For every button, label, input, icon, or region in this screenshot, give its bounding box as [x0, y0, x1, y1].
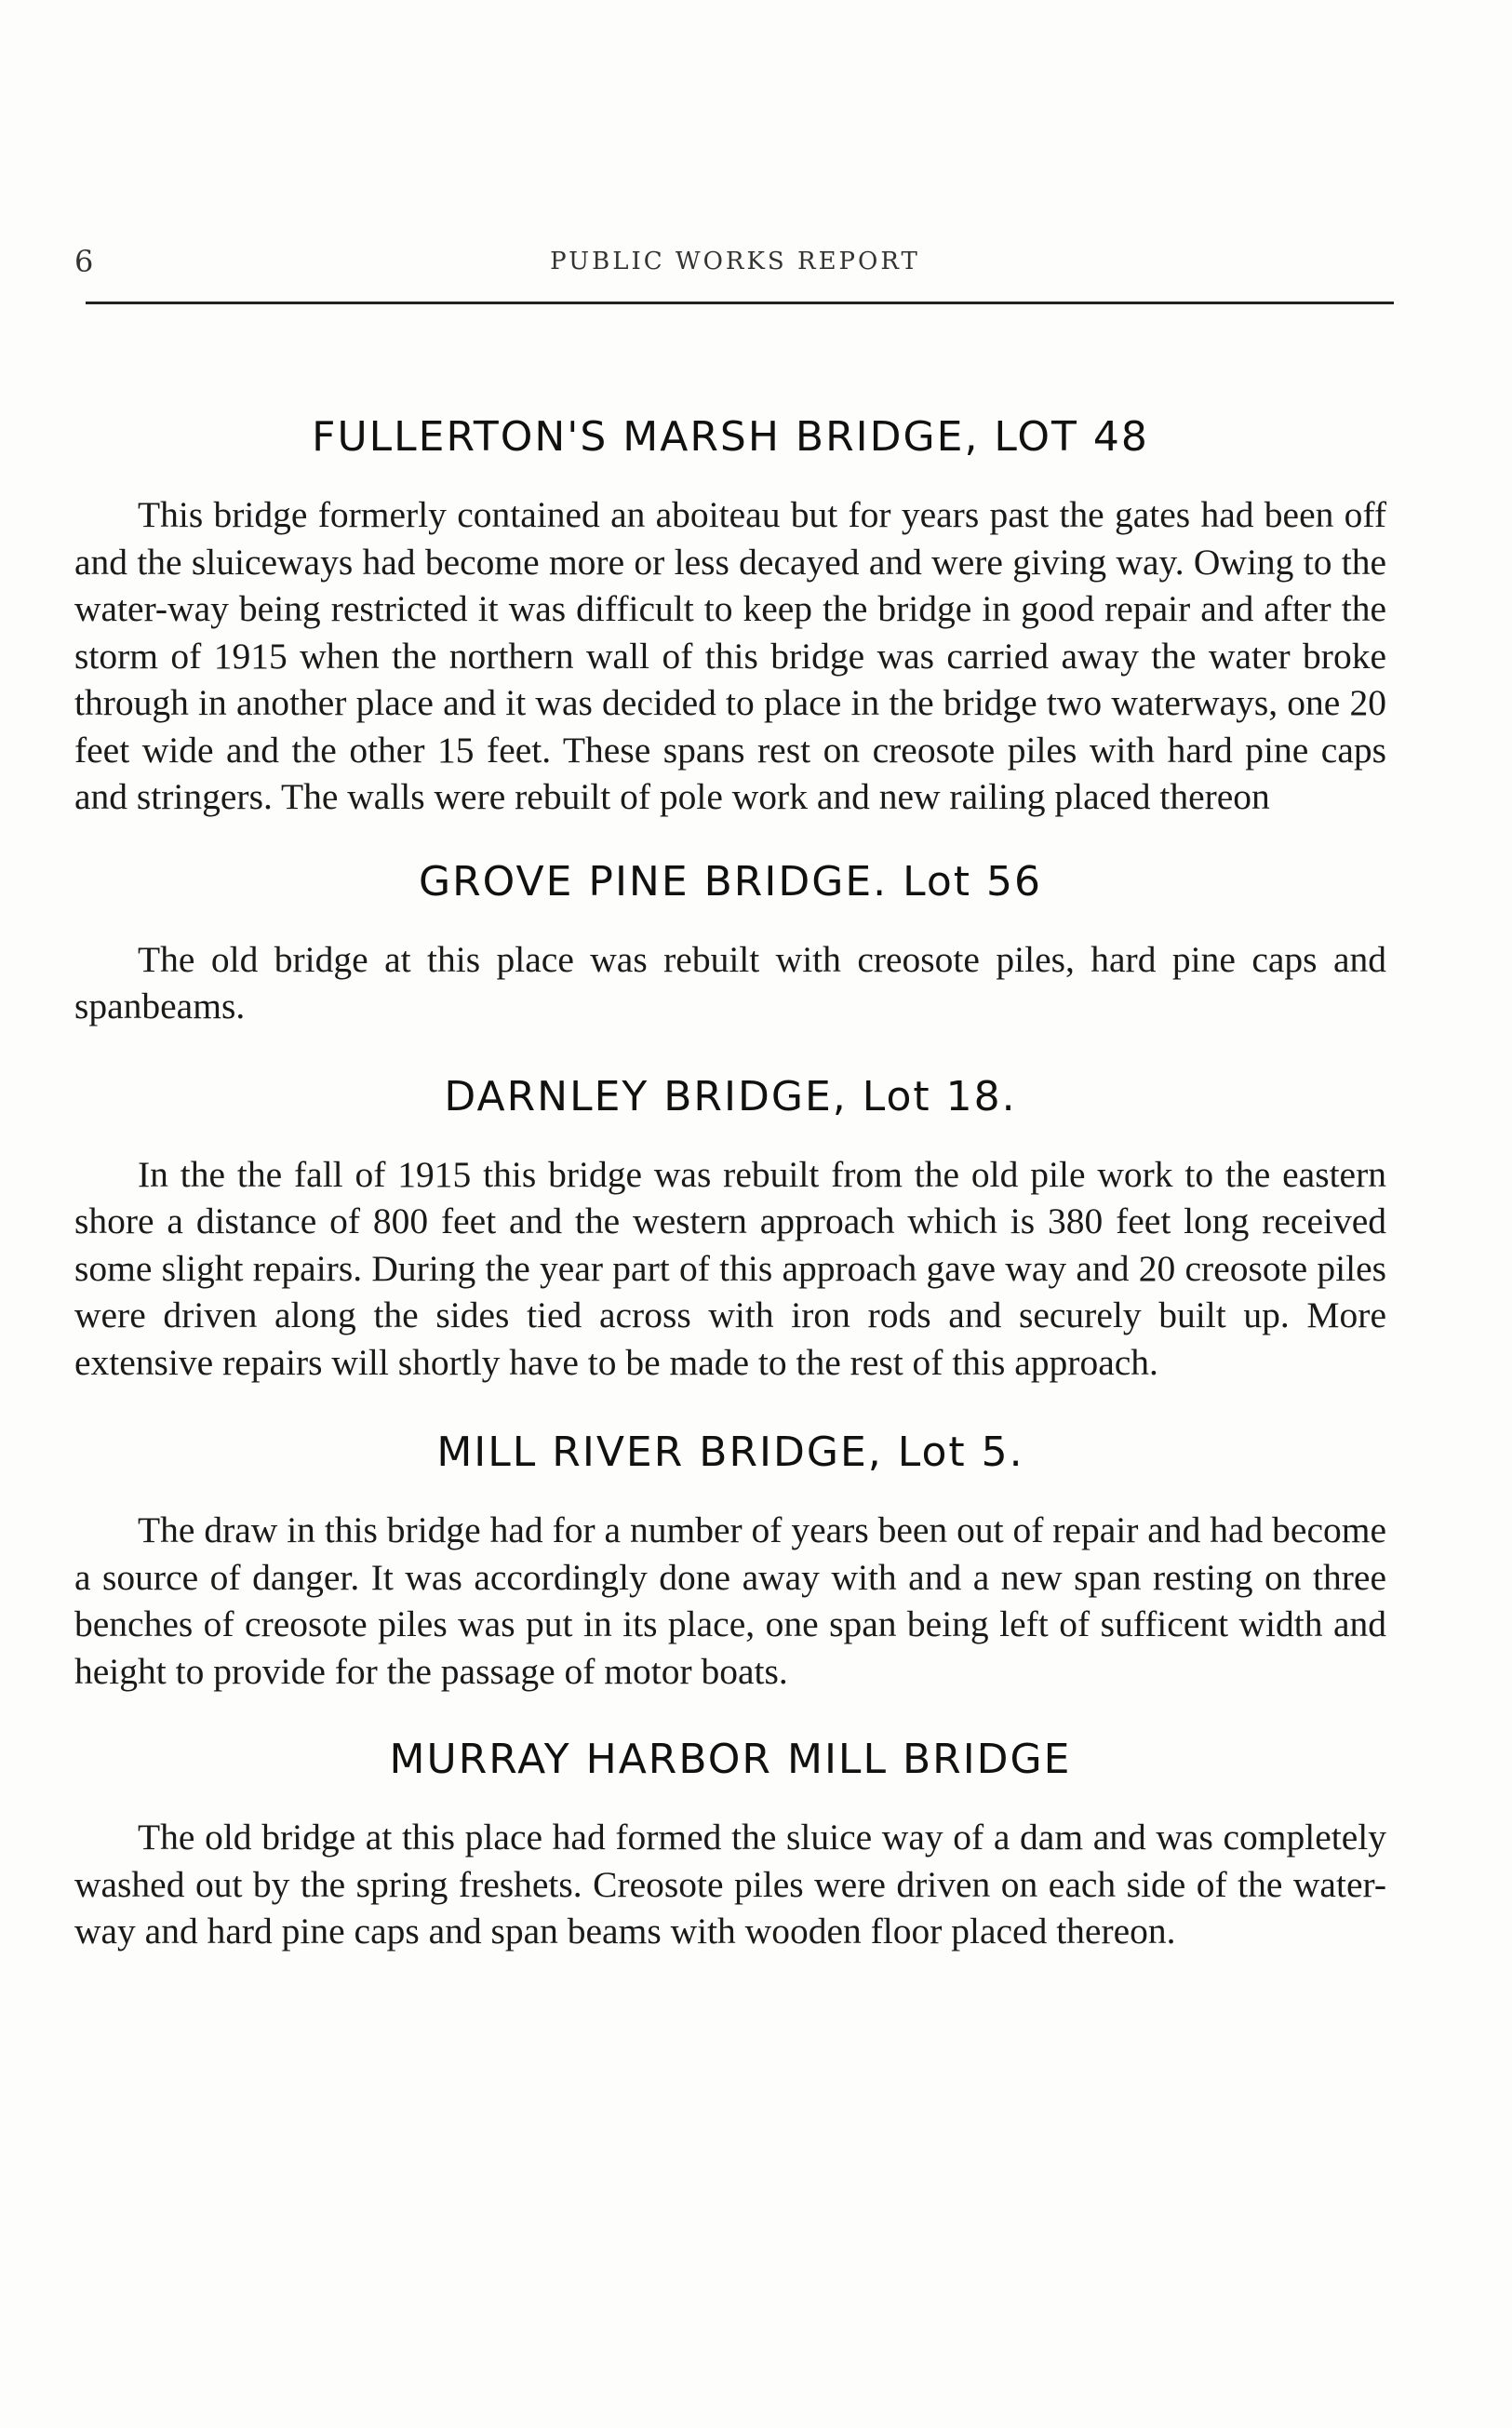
section-grove-pine-bridge: [74, 854, 1386, 1030]
header-rule: [86, 302, 1394, 304]
running-title: PUBLIC WORKS REPORT: [550, 248, 920, 275]
running-head: [74, 244, 1396, 290]
section-heading: FULLERTON'S MARSH BRIDGE, LOT 48: [312, 413, 1149, 461]
section-paragraph: This bridge formerly contained an aboiteau but for years past the gates had been off and the sluiceways had become more or less decayed and were giving way. Owing to the water-way being restricted it was difficult to keep the bridge in good repair and after the storm of 1915 when the northern wall of this bridge was carried away the water broke through in another place and it was decided to place in the bridge two waterways, one 20 feet wide and the other 15 feet. These spans rest on creosote piles with hard pine caps and stringers. The walls were rebuilt of pole work and new railing placed thereon: [74, 494, 1386, 817]
page-number: 6: [74, 244, 94, 279]
section-mill-river-bridge: [74, 1425, 1386, 1695]
section-paragraph: The old bridge at this place was rebuilt with creosote piles, hard pine caps and spanbeams.: [74, 938, 1386, 1026]
section-heading: GROVE PINE BRIDGE. Lot 56: [419, 857, 1042, 905]
section-fullertons-marsh-bridge: [74, 409, 1386, 821]
page-content: [74, 409, 1386, 1955]
section-paragraph: The draw in this bridge had for a number of years been out of repair and had become a source of danger. It was accordingly done away with and a new span resting on three benches of creosote piles was put in its place, one span being left of sufficent width and height to provide for the passage of motor boats.: [74, 1509, 1386, 1692]
section-darnley-bridge: [74, 1069, 1386, 1387]
section-murray-harbor-mill-bridge: [74, 1732, 1386, 1955]
section-paragraph: In the the fall of 1915 this bridge was rebuilt from the old pile work to the eastern shore a distance of 800 feet and the western approach which is 380 feet long received some slight repairs. During the year part of this approach gave way and 20 creosote piles were driven along the sides tied across with iron rods and securely built up. More extensive repairs will shortly have to be made to the rest of this approach.: [74, 1153, 1386, 1383]
section-heading: DARNLEY BRIDGE, Lot 18.: [444, 1072, 1017, 1120]
section-heading: MURRAY HARBOR MILL BRIDGE: [389, 1736, 1072, 1783]
section-paragraph: The old bridge at this place had formed the sluice way of a dam and was completely washed out by the spring freshets. Creosote piles were driven on each side of the water-way and hard pine caps and span beams with wooden floor placed thereon.: [74, 1817, 1386, 1952]
section-heading: MILL RIVER BRIDGE, Lot 5.: [436, 1429, 1024, 1476]
